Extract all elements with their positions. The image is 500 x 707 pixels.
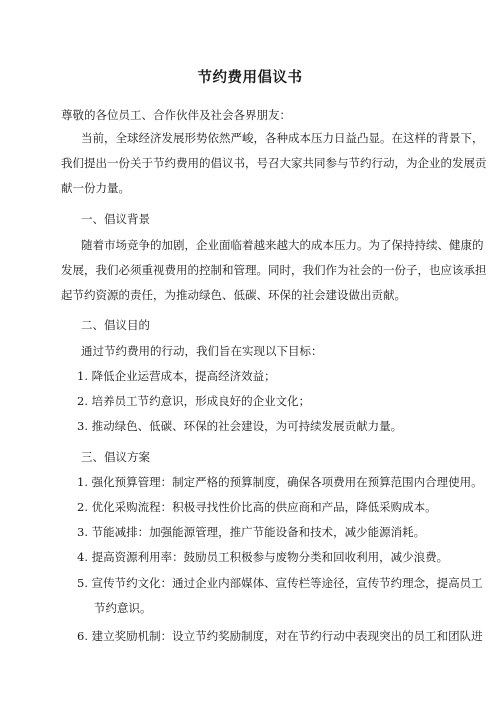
paragraph-line: 发展，我们必须重视费用的控制和管理。同时，我们作为社会的一份子，也应该承担 [61,263,487,277]
intro-line: 当前，全球经济发展形势依然严峻，各种成本压力日益凸显。在这样的背景下， [81,131,484,145]
paragraph-line: 起节约资源的责任，为推动绿色、低碳、环保的社会建设做出贡献。 [61,288,406,302]
list-item: 2. 优化采购流程：积极寻找性价比高的供应商和产品，降低采购成本。 [77,500,437,514]
intro-line: 我们提出一份关于节约费用的倡议书，号召大家共同参与节约行动，为企业的发展贡 [61,156,487,170]
list-item-continuation: 节约意识。 [94,601,152,615]
list-item: 2. 培养员工节约意识，形成良好的企业文化； [77,394,311,408]
paragraph-line: 通过节约费用的行动，我们旨在实现以下目标： [81,344,323,358]
list-item: 3. 推动绿色、低碳、环保的社会建设，为可持续发展贡献力量。 [77,419,403,433]
paragraph-line: 随着市场竞争的加剧，企业面临着越来越大的成本压力。为了保持持续、健康的 [81,238,484,252]
section-heading: 二、倡议目的 [81,318,150,332]
list-item: 4. 提高资源利用率：鼓励员工积极参与废物分类和回收利用，减少浪费。 [77,550,449,564]
list-item: 6. 建立奖励机制：设立节约奖励制度，对在节约行动中表现突出的员工和团队进 [77,629,483,643]
list-item: 1. 降低企业运营成本，提高经济效益； [77,369,276,383]
salutation: 尊敬的各位员工、合作伙伴及社会各界朋友： [61,108,291,122]
list-item: 5. 宣传节约文化：通过企业内部媒体、宣传栏等途径，宣传节约理念，提高员工 [77,576,483,590]
intro-line: 献一份力量。 [61,181,130,195]
list-item: 1. 强化预算管理：制定严格的预算制度，确保各项费用在预算范围内合理使用。 [77,475,483,489]
document-title: 节约费用倡议书 [197,69,303,86]
list-item: 3. 节能减排：加强能源管理，推广节能设备和技术，减少能源消耗。 [77,525,426,539]
section-heading: 三、倡议方案 [81,450,150,464]
section-heading: 一、倡议背景 [81,212,150,226]
